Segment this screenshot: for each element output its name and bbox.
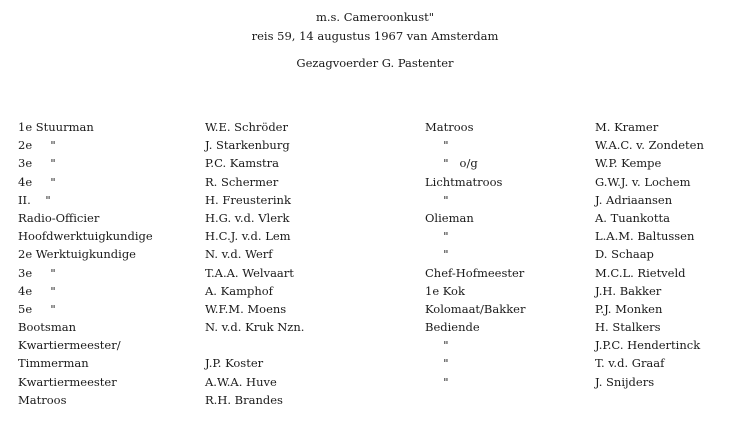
voyage-line: reis 59, 14 augustus 1967 van Amsterdam bbox=[251, 29, 499, 43]
crew-rank: 2e " bbox=[18, 138, 56, 153]
crew-rank: 1e Kok bbox=[425, 283, 465, 298]
crew-name: M.C.L. Rietveld bbox=[595, 265, 686, 280]
crew-rank: 4e " bbox=[18, 174, 56, 189]
crew-name: W.A.C. v. Zondeten bbox=[595, 138, 704, 153]
crew-rank: Matroos bbox=[425, 120, 474, 134]
crew-rank: Bootsman bbox=[18, 320, 76, 335]
crew-rank: Kwartiermeester/ bbox=[18, 338, 121, 353]
crew-rank: Chef-Hofmeester bbox=[425, 265, 525, 280]
crew-rank: Radio-Officier bbox=[18, 210, 100, 225]
crew-rank: II. " bbox=[18, 192, 51, 207]
crew-rank: 4e " bbox=[18, 283, 56, 298]
name-column-right bbox=[595, 118, 704, 391]
crew-rank: " bbox=[425, 356, 449, 371]
crew-rank: 3e " bbox=[18, 156, 56, 171]
crew-name: W.E. Schröder bbox=[205, 120, 288, 134]
crew-name: P.C. Kamstra bbox=[205, 156, 279, 171]
crew-rank: Lichtmatroos bbox=[425, 174, 503, 189]
crew-name: R.H. Brandes bbox=[205, 392, 283, 407]
crew-name: W.P. Kempe bbox=[595, 156, 662, 171]
captain-line: Gezagvoerder G. Pastenter bbox=[296, 56, 454, 70]
crew-rank: Hoofdwerktuigkundige bbox=[18, 229, 153, 244]
crew-name: T. v.d. Graaf bbox=[595, 356, 665, 371]
crew-rank: Kolomaat/Bakker bbox=[425, 301, 526, 316]
rank-column-right bbox=[425, 118, 525, 391]
crew-name: R. Schermer bbox=[205, 174, 279, 189]
crew-rank: " o/g bbox=[425, 156, 478, 171]
document-header bbox=[0, 8, 750, 73]
crew-name: W.F.M. Moens bbox=[205, 301, 287, 316]
crew-rank: Matroos bbox=[18, 392, 67, 407]
crew-name: P.J. Monken bbox=[595, 301, 663, 316]
name-column-left bbox=[205, 118, 304, 409]
crew-name: J.P.C. Hendertinck bbox=[595, 338, 701, 353]
crew-rank: " bbox=[425, 338, 449, 353]
crew-name: J. Snijders bbox=[595, 374, 655, 389]
crew-name: J. Starkenburg bbox=[205, 138, 290, 153]
crew-name: L.A.M. Baltussen bbox=[595, 229, 695, 244]
crew-rank: " bbox=[425, 138, 449, 153]
crew-name: M. Kramer bbox=[595, 120, 659, 134]
crew-name: J.H. Bakker bbox=[595, 283, 662, 298]
crew-name: H. Stalkers bbox=[595, 320, 661, 335]
crew-rank: " bbox=[425, 192, 449, 207]
crew-name: H.G. v.d. Vlerk bbox=[205, 210, 290, 225]
ship-name: m.s. Cameroonkust" bbox=[315, 10, 435, 24]
crew-name: D. Schaap bbox=[595, 247, 654, 262]
crew-rank: Timmerman bbox=[18, 356, 89, 371]
rank-column-left bbox=[18, 118, 153, 409]
crew-rank: Bediende bbox=[425, 320, 480, 335]
crew-name: H. Freusterink bbox=[205, 192, 291, 207]
crew-rank: Olieman bbox=[425, 210, 474, 225]
crew-rank: Kwartiermeester bbox=[18, 374, 117, 389]
crew-rank: 5e " bbox=[18, 301, 56, 316]
crew-rank: " bbox=[425, 247, 449, 262]
crew-rank: 1e Stuurman bbox=[18, 120, 94, 134]
crew-rank: 2e Werktuigkundige bbox=[18, 247, 136, 262]
crew-name: G.W.J. v. Lochem bbox=[595, 174, 691, 189]
crew-name: J.P. Koster bbox=[205, 356, 264, 371]
crew-name: J. Adriaansen bbox=[595, 192, 673, 207]
crew-name: A. Kamphof bbox=[205, 283, 273, 298]
crew-name: T.A.A. Welvaart bbox=[205, 265, 294, 280]
crew-name: H.C.J. v.d. Lem bbox=[205, 229, 291, 244]
crew-name: N. v.d. Kruk Nzn. bbox=[205, 320, 305, 335]
crew-name: A. Tuankotta bbox=[595, 210, 670, 225]
crew-rank: " bbox=[425, 374, 449, 389]
crew-name: A.W.A. Huve bbox=[205, 374, 277, 389]
crew-name: N. v.d. Werf bbox=[205, 247, 273, 262]
crew-name bbox=[205, 336, 304, 354]
crew-rank: " bbox=[425, 229, 449, 244]
crew-rank: 3e " bbox=[18, 265, 56, 280]
